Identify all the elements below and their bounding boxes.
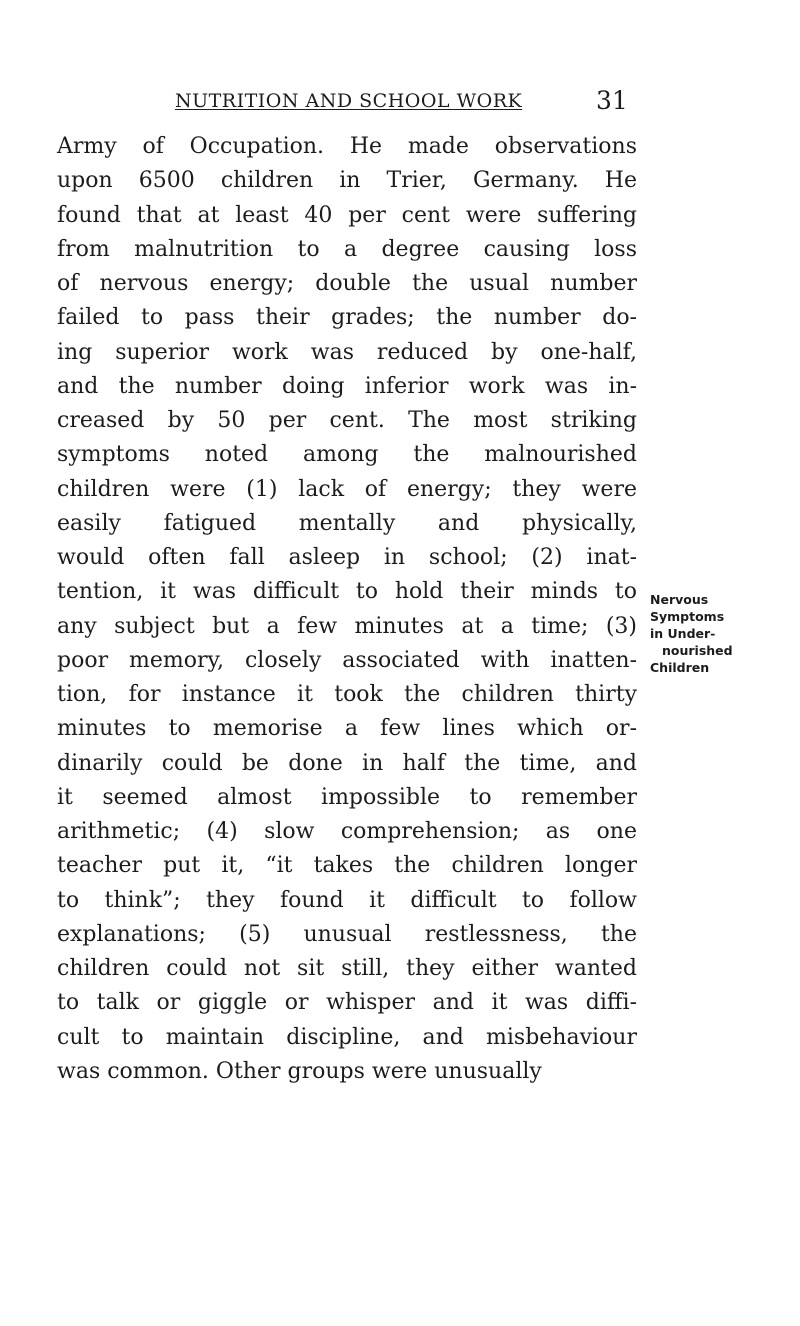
text-line: easily fatigued mentally and physically, — [57, 510, 637, 536]
text-line: poor memory, closely associated with inatten- — [57, 647, 637, 673]
sidenote-line: Symptoms — [650, 609, 725, 624]
text-line: teacher put it, “it takes the children longer — [57, 853, 637, 879]
text-line: was common. Other groups were unusually — [57, 1058, 542, 1084]
text-line: failed to pass their grades; the number do- — [57, 305, 637, 331]
text-line: children were (1) lack of energy; they were — [57, 476, 637, 502]
text-line: tion, for instance it took the children thirty — [57, 682, 637, 707]
text-line: creased by 50 per cent. The most striking — [57, 408, 637, 433]
text-line: cult to maintain discipline, and misbehaviour — [57, 1024, 637, 1050]
sidenote-line: in Under- — [650, 626, 716, 641]
body-text — [57, 130, 637, 1089]
text-line: upon 6500 children in Trier, Germany. He — [57, 168, 637, 194]
text-line: from malnutrition to a degree causing loss — [57, 236, 637, 262]
text-line: arithmetic; (4) slow comprehension; as one — [57, 819, 637, 844]
text-line: Army of Occupation. He made observations — [57, 134, 637, 159]
text-line: to think”; they found it difficult to follow — [57, 887, 637, 913]
text-line: ing superior work was reduced by one-half, — [57, 339, 637, 365]
running-head: NUTRITION AND SCHOOL WORK — [175, 90, 523, 112]
text-line: children could not sit still, they either wanted — [57, 956, 637, 981]
text-line: explanations; (5) unusual restlessness, the — [57, 921, 637, 947]
page-number: 31 — [596, 86, 628, 115]
sidenote-line: Children — [650, 660, 710, 675]
margin-sidenote — [650, 591, 800, 676]
text-line: symptoms noted among the malnourished — [57, 442, 637, 468]
sidenote-line: Nervous — [650, 592, 709, 607]
text-line: any subject but a few minutes at a time; (3) — [57, 613, 637, 639]
text-line: would often fall asleep in school; (2) inat- — [57, 545, 637, 570]
text-line: of nervous energy; double the usual number — [57, 271, 637, 296]
sidenote-line: nourished — [662, 643, 733, 658]
text-line: and the number doing inferior work was in- — [57, 373, 637, 399]
text-line: minutes to memorise a few lines which or- — [57, 716, 637, 742]
text-line: found that at least 40 per cent were suffering — [57, 202, 637, 228]
text-line: dinarily could be done in half the time, and — [57, 750, 637, 776]
text-line: to talk or giggle or whisper and it was diffi- — [57, 990, 637, 1016]
text-line: tention, it was difficult to hold their minds to — [57, 579, 637, 605]
text-line: it seemed almost impossible to remember — [57, 784, 637, 810]
